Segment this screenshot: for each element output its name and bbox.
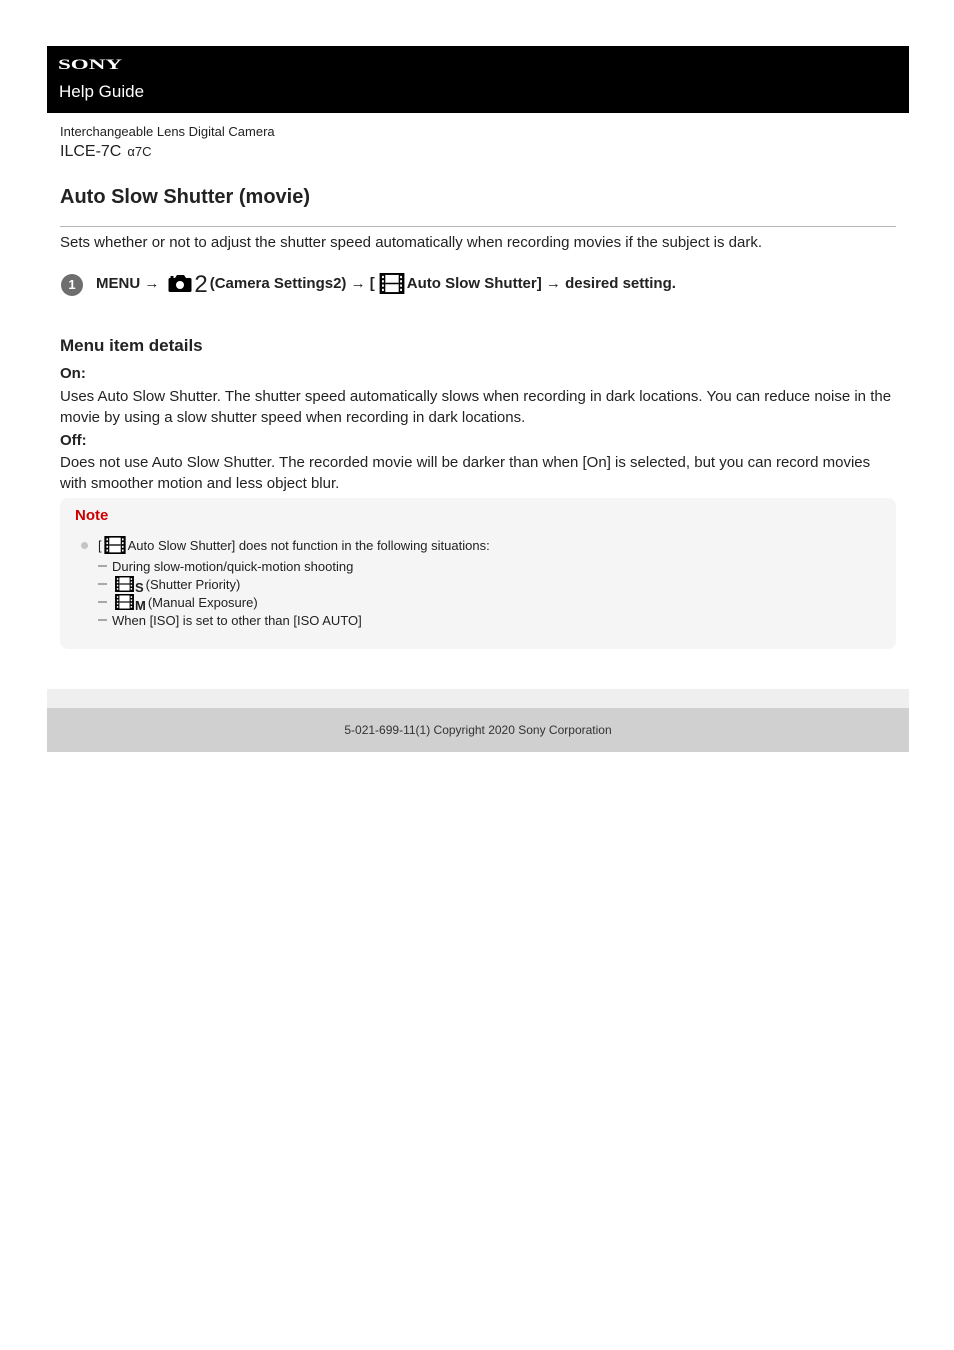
note-bullet-item	[98, 536, 490, 554]
option-on-label: On:	[60, 365, 86, 382]
step-camera-settings-text: (Camera Settings2) → [	[209, 274, 375, 292]
note-sub-item	[98, 611, 362, 629]
note-bullet-text: Auto Slow Shutter] does not function in the following situations:	[127, 537, 490, 553]
sony-logo	[58, 56, 126, 72]
note-sub-item	[98, 557, 353, 575]
intro-text: Sets whether or not to adjust the shutter speed automatically when recording movies if the subject is dark.	[60, 234, 763, 251]
dash-marker	[98, 619, 107, 621]
step-number: 1	[61, 274, 83, 296]
model-alt-name: α7C	[127, 144, 152, 159]
manual-exposure-icon-letter: M	[135, 597, 146, 613]
site-header	[47, 46, 909, 113]
note-sub-item	[98, 593, 258, 611]
step-menu-item-text: Auto Slow Shutter] → desired setting.	[406, 274, 676, 292]
camera-tab-number: 2	[194, 271, 208, 298]
camera-icon	[167, 273, 193, 293]
note-sub-item-text: (Shutter Priority)	[145, 576, 241, 592]
copyright-text: 5-021-699-11(1) Copyright 2020 Sony Corporation	[344, 723, 612, 737]
dash-marker	[98, 583, 107, 585]
note-bullet-prefix: [	[98, 537, 102, 553]
note-label: Note	[75, 507, 109, 524]
footer	[47, 708, 909, 752]
footer-spacer-band	[47, 689, 909, 708]
note-sub-item-text: When [ISO] is set to other than [ISO AUTO]	[112, 612, 362, 628]
movie-manual-exposure-icon	[115, 594, 134, 610]
note-sub-item-text: (Manual Exposure)	[147, 594, 258, 610]
product-category: Interchangeable Lens Digital Camera	[60, 124, 275, 139]
help-guide-link[interactable]: Help Guide	[59, 82, 145, 101]
note-sub-item	[98, 575, 240, 593]
step-menu-text: MENU →	[96, 274, 160, 292]
bullet-dot	[81, 542, 88, 549]
dash-marker	[98, 565, 107, 567]
step-instruction	[96, 271, 676, 298]
movie-film-icon	[379, 273, 405, 294]
option-on-description: Uses Auto Slow Shutter. The shutter speed automatically slows when recording in dark locations. You can reduce noise in the movie by using a slow shutter speed when recording in dark locations.	[60, 388, 892, 426]
product-model	[60, 142, 152, 162]
title-divider	[60, 226, 896, 227]
dash-marker	[98, 601, 107, 603]
option-off-description: Does not use Auto Slow Shutter. The recorded movie will be darker than when [On] is selected, but you can record movies with smoother motion and less object blur.	[60, 454, 871, 492]
movie-shutter-priority-icon	[115, 576, 134, 592]
shutter-priority-icon-letter: S	[135, 579, 144, 595]
details-heading: Menu item details	[60, 336, 203, 355]
page-title: Auto Slow Shutter (movie)	[60, 186, 310, 208]
note-box	[60, 498, 896, 649]
model-number: ILCE-7C	[60, 143, 122, 160]
sony-logo-text: SONY	[58, 57, 123, 72]
note-sub-item-text: During slow-motion/quick-motion shooting	[112, 558, 354, 574]
option-off-label: Off:	[60, 432, 87, 449]
movie-film-icon	[104, 536, 126, 554]
